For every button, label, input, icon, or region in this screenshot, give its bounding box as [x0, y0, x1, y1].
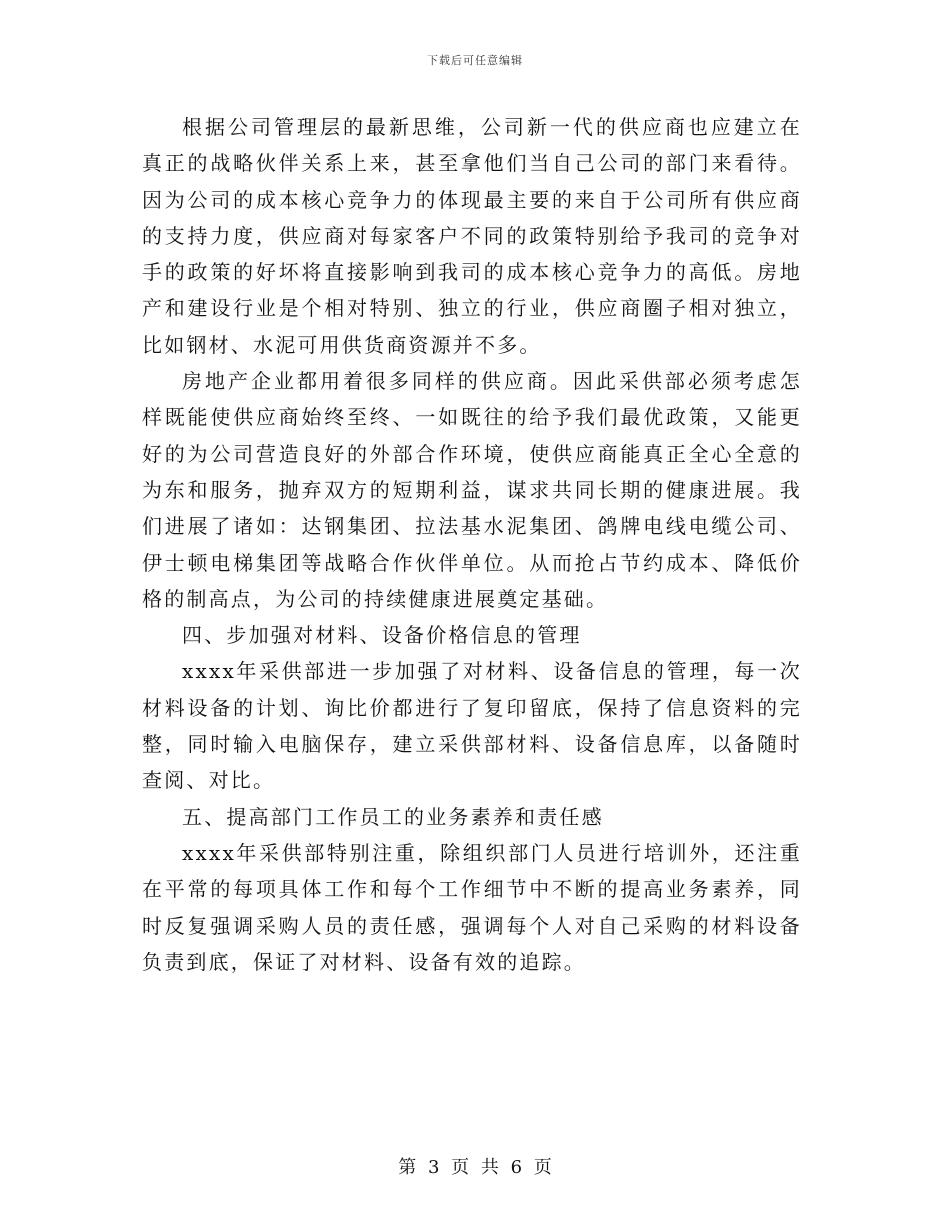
- paragraph-supplier-partnership: 根据公司管理层的最新思维，公司新一代的供应商也应建立在真正的战略伙伴关系上来，甚至拿他们当自己公司的部门来看待。因为公司的成本核心竞争力的体现最主要的来自于公司所有供应商的支持力度，供应商对每家客户不同的政策特别给予我司的竞争对手的政策的好坏将直接影响到我司的成本核心竞争力的高低。房地产和建设行业是个相对特别、独立的行业，供应商圈子相对独立，比如钢材、水泥可用供货商资源并不多。: [142, 115, 802, 357]
- paragraph-price-info: xxxx年采供部进一步加强了对材料、设备信息的管理，每一次材料设备的计划、询比价都进行了复印留底，保持了信息资料的完整，同时输入电脑保存，建立采供部材料、设备信息库，以备随时查阅、对比。: [142, 659, 802, 793]
- page-header: 下载后可任意编辑: [427, 54, 523, 67]
- paragraph-shared-suppliers: 房地产企业都用着很多同样的供应商。因此采供部必须考虑怎样既能使供应商始终至终、一如既往的给予我们最优政策，又能更好的为公司营造良好的外部合作环境，使供应商能真正全心全意的为东和服务，抛弃双方的短期利益，谋求共同长期的健康进展。我们进展了诸如：达钢集团、拉法基水泥集团、鸽牌电线电缆公司、伊士顿电梯集团等战略合作伙伴单位。从而抢占节约成本、降低价格的制高点，为公司的持续健康进展奠定基础。: [142, 369, 802, 611]
- section-heading-price-info: 四、步加强对材料、设备价格信息的管理: [182, 623, 582, 648]
- page-number: 第 3 页 共 6 页: [398, 1157, 552, 1178]
- paragraph-staff-quality: xxxx年采供部特别注重，除组织部门人员进行培训外，还注重在平常的每项具体工作和每个工作细节中不断的提高业务素养，同时反复强调采购人员的责任感，强调每个人对自己采购的材料设备负责到底，保证了对材料、设备有效的追踪。: [142, 840, 802, 974]
- document-body: [142, 109, 802, 980]
- section-heading-staff-quality: 五、提高部门工作员工的业务素养和责任感: [182, 804, 604, 829]
